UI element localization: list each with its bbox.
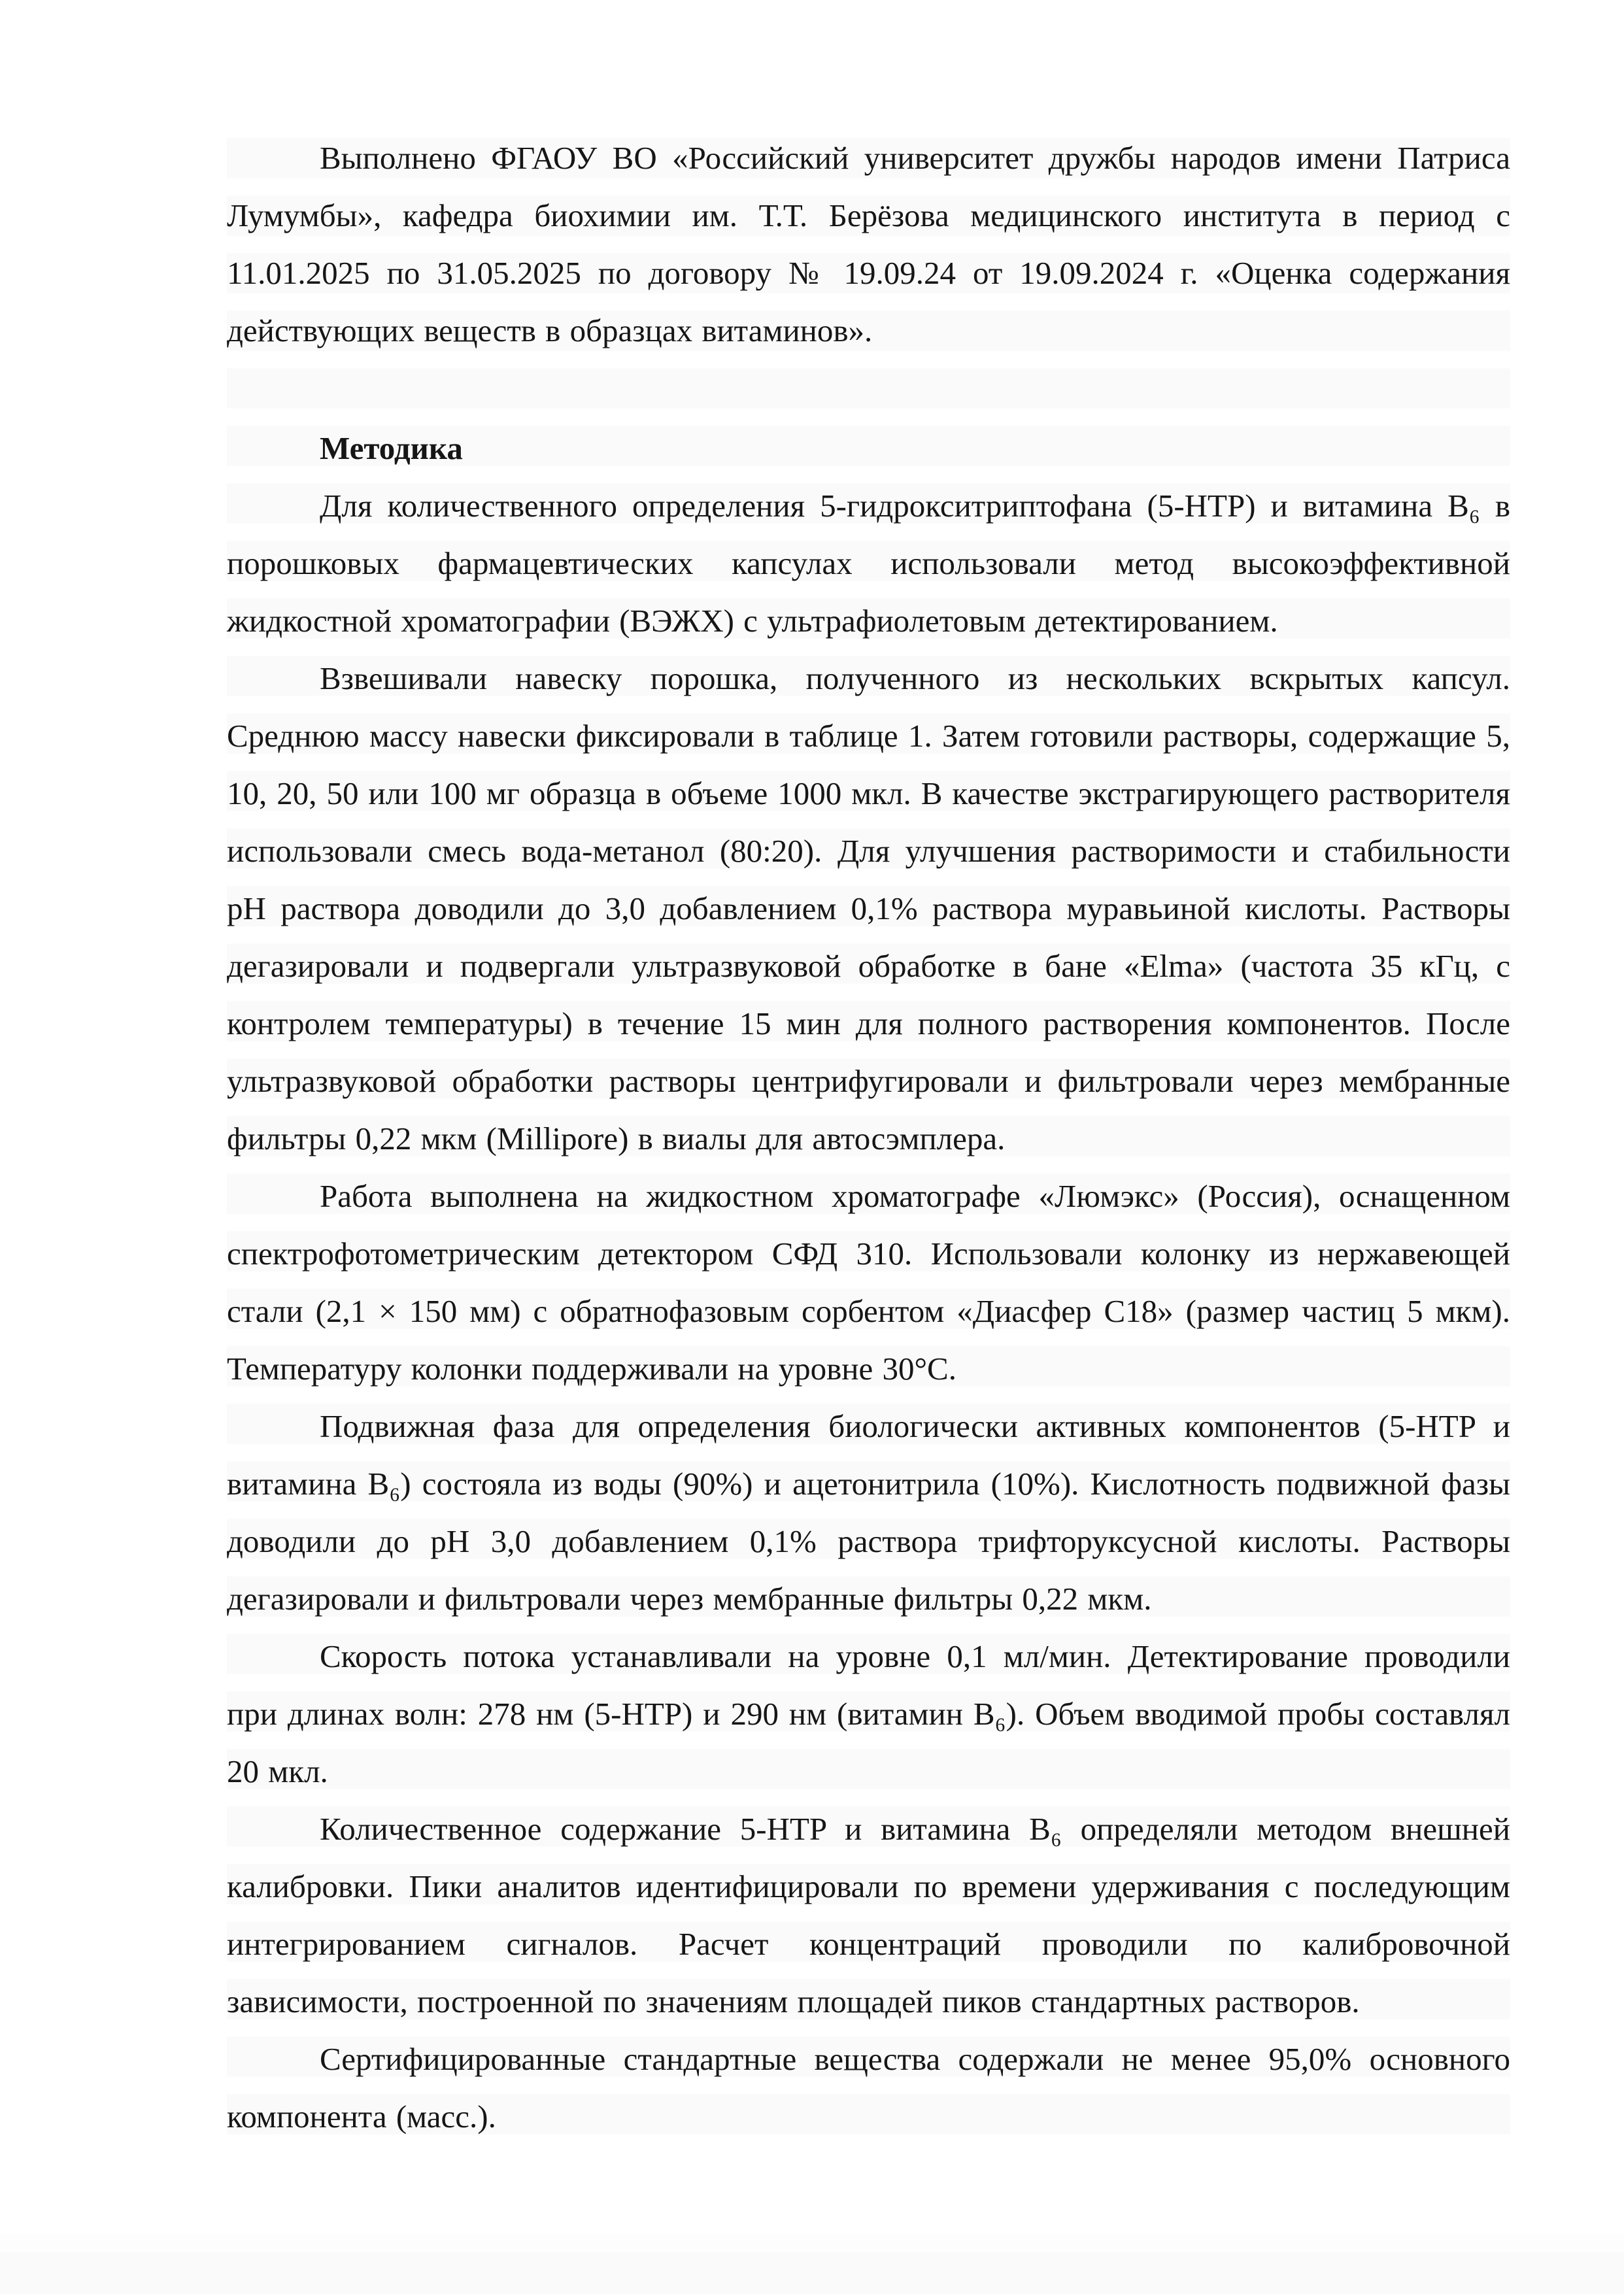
paragraph-standards-purity: Сертифицированные стандартные вещества содержали не менее 95,0% основного компонента (масс.).	[227, 2041, 1510, 2134]
paragraph-calibration: Количественное содержание 5-HTP и витамина В₆ определяли методом внешней калибровки. Пики аналитов идентифицировали по времени удерживания с последующим интегрированием сигналов. Расчет концентраций проводили по калибровочной зависимости, построенной по значениям площадей пиков стандартных растворов.	[227, 1811, 1510, 2019]
paragraph-mobile-phase: Подвижная фаза для определения биологически активных компонентов (5-HTP и витамина В₆) состояла из воды (90%) и ацетонитрила (10%). Кислотность подвижной фазы доводили до pH 3,0 добавлением 0,1% раствора трифторуксусной кислоты. Растворы дегазировали и фильтровали через мембранные фильтры 0,22 мкм.	[227, 1408, 1510, 1617]
paragraph-flow-detection: Скорость потока устанавливали на уровне 0,1 мл/мин. Детектирование проводили при длинах волн: 278 нм (5-HTP) и 290 нм (витамин В₆). Объем вводимой пробы составлял 20 мкл.	[227, 1638, 1510, 1789]
scan-artifact-footer-bar	[0, 2234, 1624, 2294]
paragraph-method-overview: Для количественного определения 5-гидрокситриптофана (5-HTP) и витамина В₆ в порошковых фармацевтических капсулах использовали метод высокоэффективной жидкостной хроматографии (ВЭЖХ) с ультрафиолетовым детектированием.	[227, 488, 1510, 639]
paragraph-sample-preparation: Взвешивали навеску порошка, полученного из нескольких вскрытых капсул. Среднюю массу навески фиксировали в таблице 1. Затем готовили растворы, содержащие 5, 10, 20, 50 или 100 мг образца в объеме 1000 мкл. В качестве экстрагирующего растворителя использовали смесь вода-метанол (80:20). Для улучшения растворимости и стабильности pH раствора доводили до 3,0 добавлением 0,1% раствора муравьиной кислоты. Растворы дегазировали и подвергали ультразвуковой обработке в бане «Elma» (частота 35 кГц, с контролем температуры) в течение 15 мин для полного растворения компонентов. После ультразвуковой обработки растворы центрифугировали и фильтровали через мембранные фильтры 0,22 мкм (Millipore) в виалы для автосэмплера.	[227, 660, 1510, 1156]
paragraph-chromatograph-setup: Работа выполнена на жидкостном хроматографе «Люмэкс» (Россия), оснащенном спектрофотометрическим детектором СФД 310. Использовали колонку из нержавеющей стали (2,1 × 150 мм) с обратнофазовым сорбентом «Диасфер C18» (размер частиц 5 мкм). Температуру колонки поддерживали на уровне 30°С.	[227, 1178, 1510, 1387]
section-heading-methodика: Методика	[320, 430, 463, 466]
paragraph-project-attribution: Выполнено ФГАОУ ВО «Российский университет дружбы народов имени Патриса Лумумбы», кафедра биохимии им. Т.Т. Берёзова медицинского института в период с 11.01.2025 по 31.05.2025 по договору № 19.09.24 от 19.09.2024 г. «Оценка содержания действующих веществ в образцах витаминов».	[227, 140, 1510, 348]
